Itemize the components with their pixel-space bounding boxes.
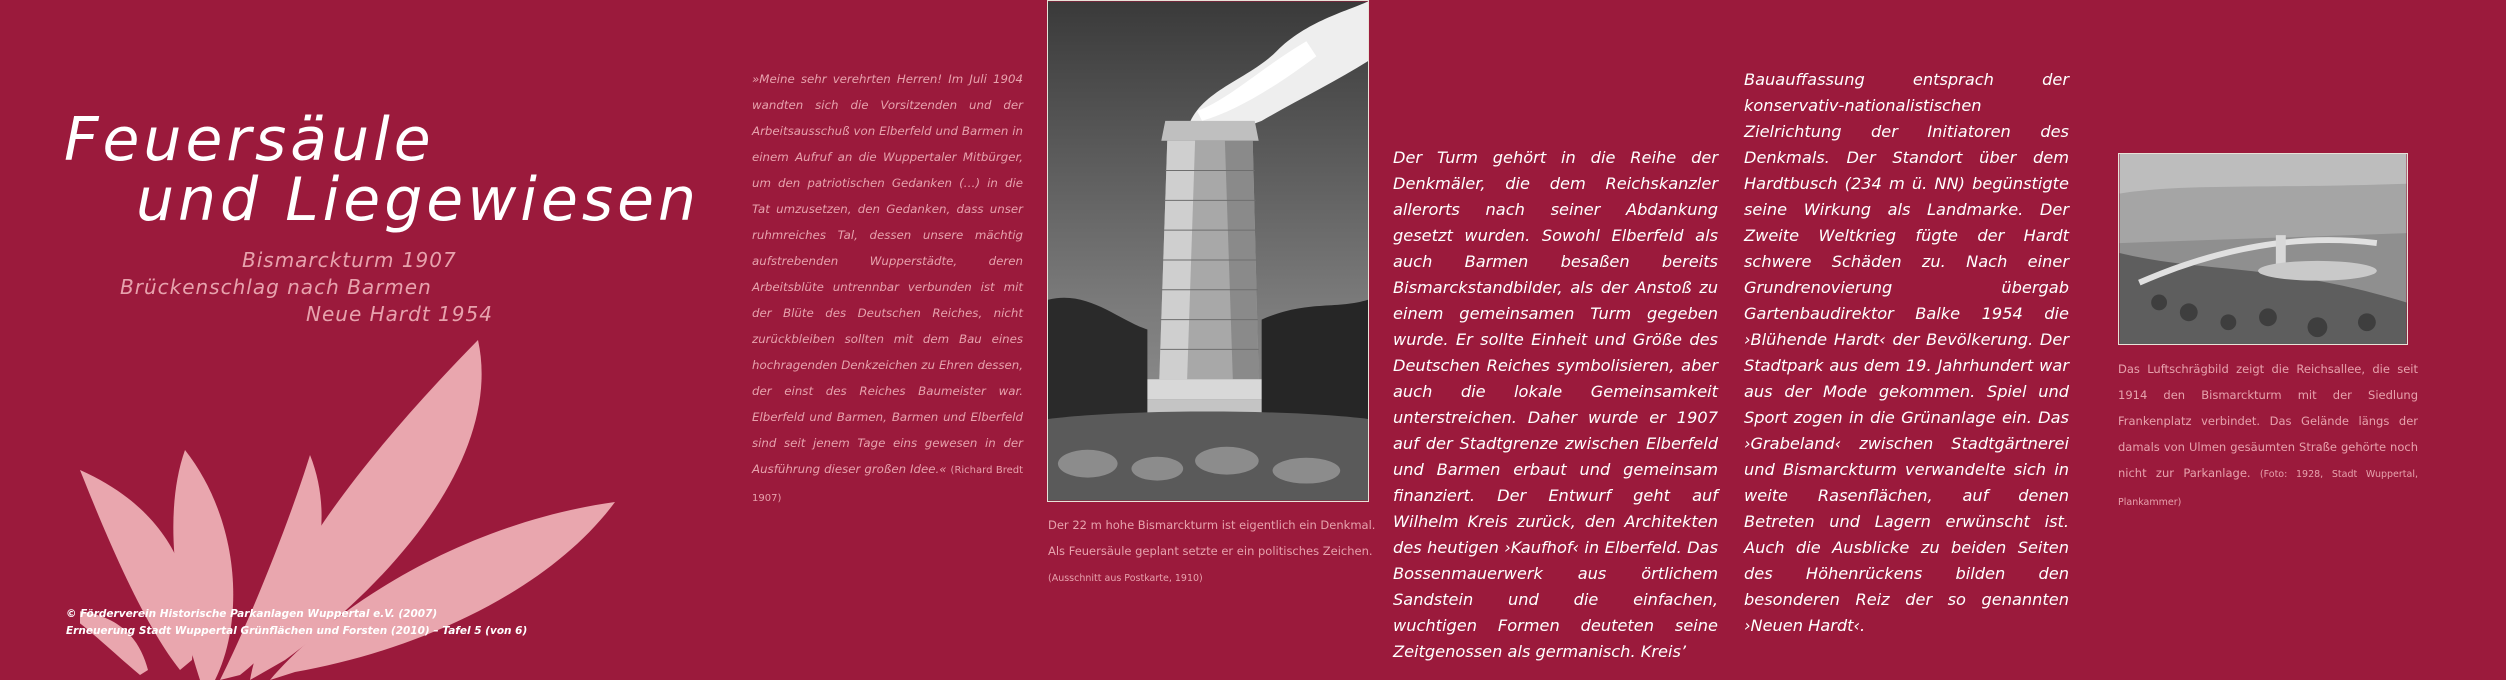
body-column-1: Der Turm gehört in die Reihe der Denkmäler, die dem Reichskanzler allerorts nach seiner Abdankung gesetzt wurden. Sowohl Elberfeld als auch Barmen besaßen bereits Bismarckstandbilder, als der Anstoß zu einem gemeinsamen Turm gegeben wurde. Er sollte Einheit und Größe des Deutschen Reiches symbolisieren, aber auch die lokale Gemeinsamkeit unterstreichen. Daher wurde er 1907 auf der Stadtgrenze zwischen Elberfeld und Barmen erbaut und gemeinsam finanziert. Der Entwurf geht auf Wilhelm Kreis zurück, den Architekten des heutigen ›Kaufhof‹ in Elberfeld. Das Bossenmauerwerk aus örtlichem Sandstein und die einfachen, wuchtigen Formen deuteten seine Zeitgenossen als germanisch. Kreis’: [1393, 148, 1718, 661]
tower-caption: [1048, 512, 1378, 592]
credit-line-1: © Förderverein Historische Parkanlagen Wuppertal e.V. (2007): [66, 608, 438, 620]
quote-attribution: (Richard Bredt 1907): [752, 465, 1024, 504]
bismarck-tower-photo: [1047, 0, 1369, 502]
page-title-line-1: Feuersäule: [64, 105, 435, 175]
aerial-photo: [2118, 153, 2408, 345]
quote-text: »Meine sehr verehrten Herren! Im Juli 1904 wandten sich die Vorsitzenden und der Arbeitsausschuß von Elberfeld und Barmen in einem Aufruf an die Wuppertaler Mitbürger, um den patriotischen Gedanken (…) in die Tat umzusetzen, den Gedanken, dass unser ruhmreiches Tal, dessen unsere mächtig aufstrebenden Wupperstädte, deren Arbeitsblüte untrennbar verbunden ist mit der Blüte des Deutschen Reiches, nicht zurückbleiben sollten mit dem Bau eines hochragenden Denkzeichen zu Ehren dessen, der einst des Reiches Baumeister war. Elberfeld und Barmen, Barmen und Elberfeld sind seit jenem Tage eins gewesen in der Ausführung dieser großen Idee.«: [752, 72, 1023, 476]
subtitle-2: Brückenschlag nach Barmen: [120, 275, 432, 299]
page-title-line-2: und Liegewiesen: [136, 165, 701, 235]
subtitle-3: Neue Hardt 1954: [306, 302, 493, 326]
aerial-caption: [2118, 356, 2418, 516]
aerial-caption-text: Das Luftschrägbild zeigt die Reichsallee, die seit 1914 den Bismarckturm mit der Siedlung Frankenplatz verbindet. Das Gelände längs der damals von Ulmen gesäumten Straße gehörte noch nicht zur Parkanlage.: [2118, 362, 2418, 480]
credit-line-2: Erneuerung Stadt Wuppertal Grünflächen und Forsten (2010) – Tafel 5 (von 6): [66, 625, 528, 637]
tower-caption-source: (Ausschnitt aus Postkarte, 1910): [1048, 573, 1203, 584]
body-column-2: Bauauffassung entsprach der konservativ-nationalistischen Zielrichtung der Initiatoren des Denkmals. Der Standort über dem Hardtbusch (234 m ü. NN) begünstigte seine Wirkung als Landmarke. Der Zweite Weltkrieg fügte der Hardt schwere Schäden zu. Nach einer Grundrenovierung übergab Gartenbaudirektor Balke 1954 die ›Blühende Hardt‹ der Bevölkerung. Der Stadtpark aus dem 19. Jahrhundert war aus der Mode gekommen. Spiel und Sport zogen in die Grünanlage ein. Das ›Grabeland‹ zwischen Stadtgärtnerei und Bismarckturm verwandelte sich in weite Rasenflächen, auf denen Betreten und Lagern erwünscht ist. Auch die Ausblicke zu beiden Seiten des Höhenrückens bilden den besonderen Reiz der so genannten ›Neuen Hardt‹.: [1744, 70, 2069, 635]
tower-caption-text: Der 22 m hohe Bismarckturm ist eigentlich ein Denkmal. Als Feuersäule geplant setzte er ein politisches Zeichen.: [1048, 518, 1376, 558]
subtitle-1: Bismarckturm 1907: [242, 248, 457, 272]
quote-block: [752, 66, 1023, 512]
aerial-caption-source: (Foto: 1928, Stadt Wuppertal, Plankammer): [2118, 469, 2419, 508]
